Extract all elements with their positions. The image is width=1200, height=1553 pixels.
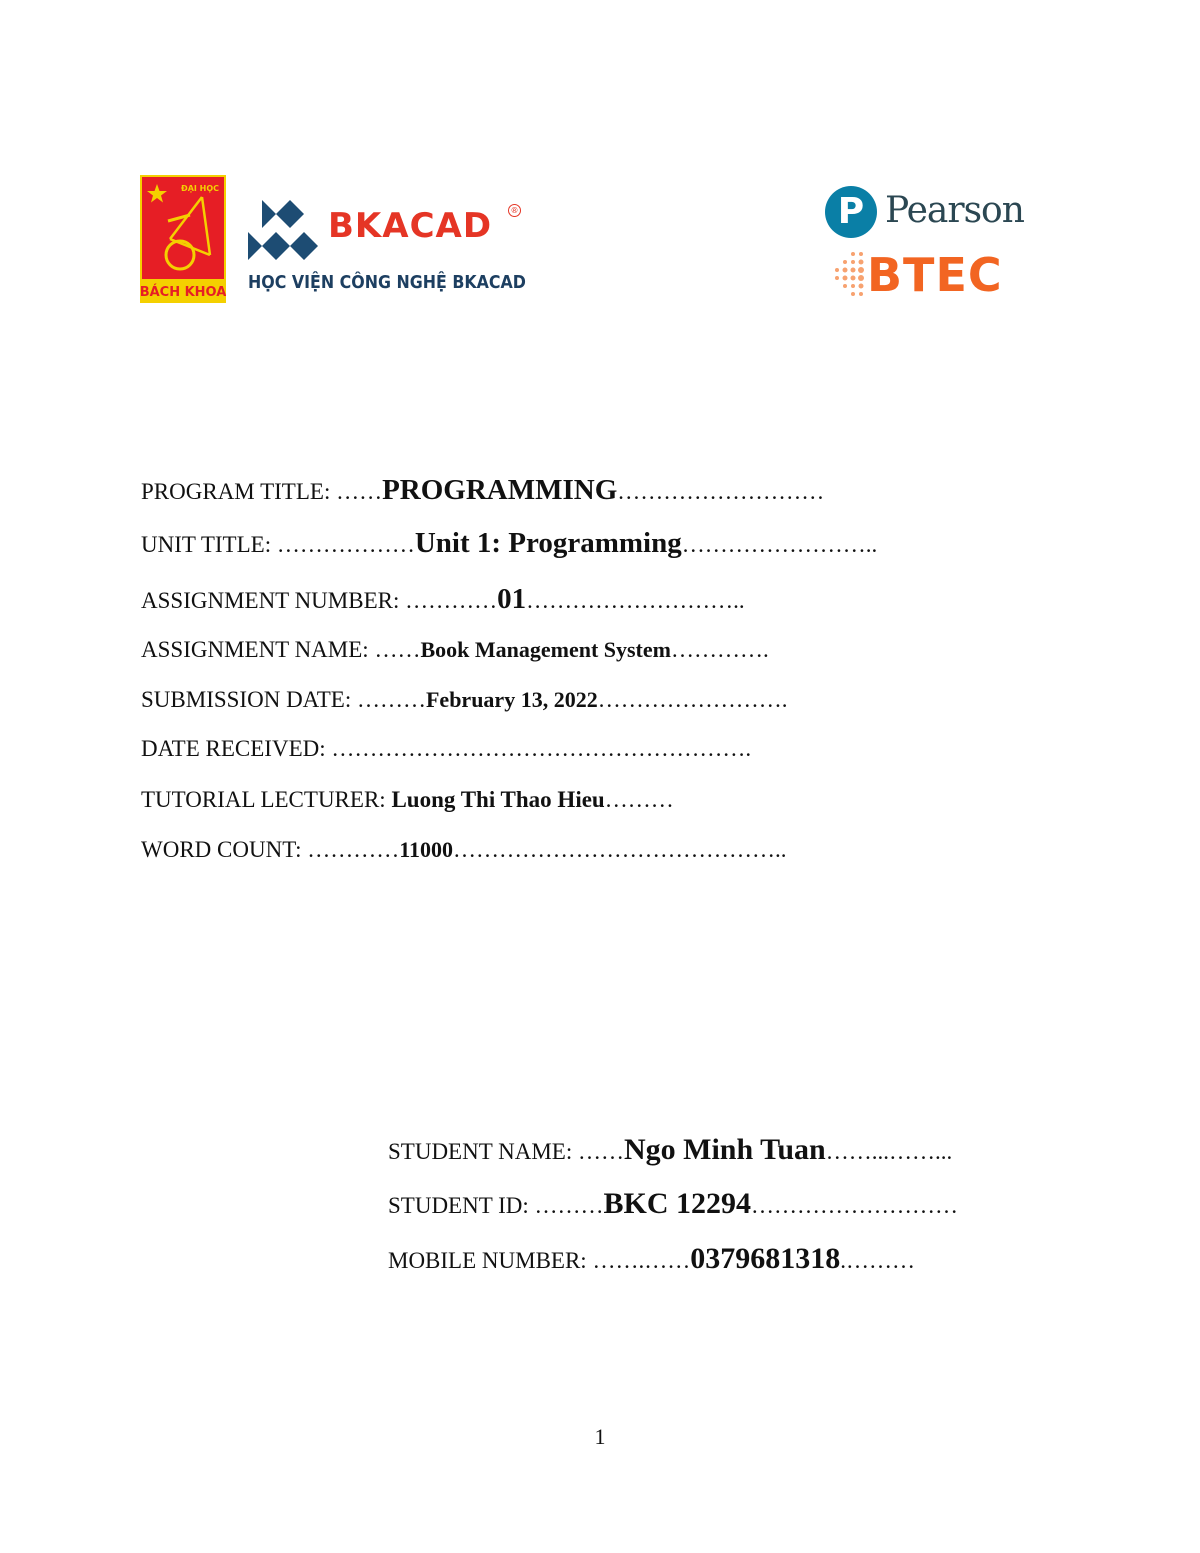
trailer-dots: .……… — [840, 1248, 915, 1273]
student-id-label: STUDENT ID: — [388, 1193, 535, 1218]
assignment-number-label: ASSIGNMENT NUMBER: — [141, 588, 406, 613]
word-count-row — [141, 838, 787, 861]
unit-title-row — [141, 529, 877, 558]
mobile-number-row — [388, 1244, 915, 1274]
leader-dots: …… — [577, 1139, 624, 1164]
trailer-dots: ……… — [604, 787, 674, 812]
tutorial-lecturer-value: Luong Thi Thao Hieu — [391, 787, 605, 812]
student-id-value: BKC 12294 — [603, 1187, 752, 1220]
mobile-number-label: MOBILE NUMBER: — [388, 1248, 593, 1273]
student-name-label: STUDENT NAME: — [388, 1139, 578, 1164]
student-name-value: Ngo Minh Tuan — [623, 1133, 826, 1166]
leader-dots: …….…… — [592, 1248, 691, 1273]
bkacad-wordmark: BKACAD — [328, 206, 493, 246]
leader-dots: ………… — [307, 837, 400, 862]
student-id-row — [388, 1189, 958, 1219]
bkacad-logo — [246, 196, 536, 300]
bkacad-subtitle: HỌC VIỆN CÔNG NGHỆ BKACAD — [248, 272, 526, 293]
leader-dots: ……… — [356, 687, 426, 712]
assignment-name-label: ASSIGNMENT NAME: — [141, 637, 375, 662]
assignment-name-value: Book Management System — [420, 637, 671, 662]
pearson-wordmark: Pearson — [885, 190, 1024, 231]
program-title-value: PROGRAMMING — [382, 474, 618, 506]
pearson-mark-icon: P — [825, 186, 877, 238]
unit-title-value: Unit 1: Programming — [414, 527, 682, 559]
tutorial-lecturer-row — [141, 788, 674, 811]
leader-dots: …… — [336, 479, 383, 504]
submission-date-value: February 13, 2022 — [425, 687, 598, 712]
trailer-dots: ……………………… — [617, 479, 825, 504]
leader-dots: …… — [374, 637, 421, 662]
assignment-number-value: 01 — [497, 583, 527, 615]
tutorial-lecturer-label: TUTORIAL LECTURER: — [141, 787, 392, 812]
page-number: 1 — [594, 1424, 606, 1449]
word-count-value: 11000 — [399, 837, 454, 862]
trailer-dots: ……………………… — [751, 1193, 959, 1218]
submission-date-label: SUBMISSION DATE: — [141, 687, 357, 712]
hust-logo — [140, 175, 226, 303]
hust-top-text: ĐẠI HỌC — [180, 184, 220, 193]
bkacad-mark-icon — [246, 196, 326, 266]
word-count-label: WORD COUNT: — [141, 837, 308, 862]
trailer-dots: ……………………. — [597, 687, 788, 712]
unit-title-label: UNIT TITLE: — [141, 532, 277, 557]
pearson-btec-logo — [823, 184, 1023, 304]
leader-dots: ………… — [405, 588, 498, 613]
registered-mark: ® — [508, 204, 521, 217]
assignment-number-row — [141, 585, 745, 614]
trailer-dots: …………. — [670, 637, 769, 662]
student-name-row — [388, 1135, 952, 1165]
leader-dots: ………………………………………………. — [331, 736, 752, 761]
trailer-dots: ……………………….. — [526, 588, 745, 613]
assignment-name-row — [141, 638, 769, 661]
leader-dots: ……………… — [276, 532, 415, 557]
leader-dots: ……… — [534, 1193, 604, 1218]
program-title-label: PROGRAM TITLE: — [141, 479, 337, 504]
trailer-dots: …………………….. — [681, 532, 878, 557]
date-received-label: DATE RECEIVED: — [141, 736, 332, 761]
btec-wordmark: BTEC — [867, 248, 1003, 302]
submission-date-row — [141, 688, 787, 711]
btec-dots-icon — [831, 250, 871, 298]
trailer-dots: …………………………………….. — [453, 837, 787, 862]
program-title-row — [141, 476, 824, 505]
hust-bottom-text: BÁCH KHOA — [140, 285, 226, 300]
date-received-row — [141, 737, 751, 760]
mobile-number-value: 0379681318 — [690, 1242, 841, 1275]
trailer-dots: ……...……... — [825, 1139, 953, 1164]
